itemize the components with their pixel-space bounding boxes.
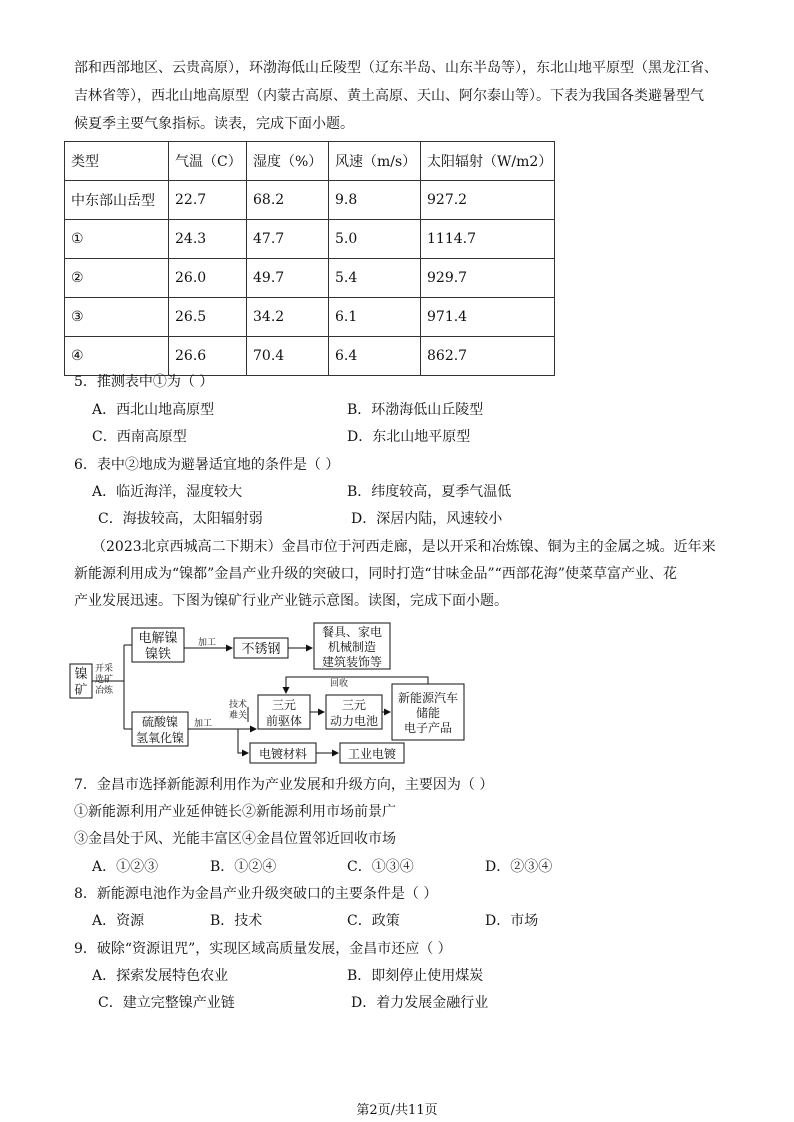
table-row	[65, 181, 555, 220]
process2-label: 加工	[194, 719, 213, 729]
q5-option-c[interactable]: C．西南高原型	[92, 429, 187, 445]
mining-label: 选矿	[95, 675, 114, 685]
table-header: 湿度（%）	[247, 142, 329, 181]
table-cell: 971.4	[421, 298, 555, 337]
table-row	[65, 220, 555, 259]
stainless-label: 不锈钢	[241, 642, 281, 657]
table-cell: 34.2	[247, 298, 329, 337]
sulfate-label: 氢氧化镍	[135, 731, 185, 745]
q9-option-d[interactable]: D．着力发展金融行业	[351, 995, 489, 1011]
table-cell: 26.5	[169, 298, 247, 337]
passage-line-2: 新能源利用成为“镍都”金昌产业升级的突破口，同时打造“甘味金品”“西部花海”使菜草富产业、花	[74, 566, 677, 582]
q7-option-a[interactable]: A．①②③	[92, 859, 159, 875]
q8-option-a[interactable]: A．资源	[92, 913, 145, 929]
ore-label: 镍	[74, 667, 88, 682]
table-cell: ③	[65, 298, 169, 337]
table-header: 风速（m/s）	[329, 142, 421, 181]
precursor-label: 前驱体	[265, 714, 303, 728]
table-cell: 6.1	[329, 298, 421, 337]
table-cell: 26.6	[169, 337, 247, 376]
newenergy-label: 储能	[415, 706, 441, 720]
table-cell: ④	[65, 337, 169, 376]
battery-label: 动力电池	[329, 714, 379, 728]
products1-label: 餐具、家电	[321, 625, 383, 639]
table-cell: 24.3	[169, 220, 247, 259]
table-row	[65, 298, 555, 337]
table-cell: 1114.7	[421, 220, 555, 259]
plating-label: 电镀材料	[258, 747, 308, 761]
climate-table	[64, 141, 555, 376]
electrolytic-label: 镍铁	[144, 647, 172, 662]
q9-option-c[interactable]: C．建立完整镍产业链	[98, 995, 235, 1011]
page-number: 第2页/共11页	[356, 1103, 438, 1118]
passage-line-1: （2023北京西城高二下期末）金昌市位于河西走廊，是以开采和冶炼镍、铜为主的金属之城。近年来	[92, 539, 716, 555]
q5-option-d[interactable]: D．东北山地平原型	[347, 429, 471, 445]
q8-option-d[interactable]: D．市场	[485, 913, 539, 929]
recycle-label: 回收	[330, 679, 349, 689]
table-cell: 9.8	[329, 181, 421, 220]
intro-line-2: 吉林省等），西北山地高原型（内蒙古高原、黄土高原、天山、阿尔泰山等）。下表为我国各类避暑型气	[74, 88, 704, 104]
table-cell: 49.7	[247, 259, 329, 298]
table-header: 类型	[65, 142, 169, 181]
table-cell: 6.4	[329, 337, 421, 376]
table-header: 太阳辐射（W/m2）	[421, 142, 555, 181]
table-header-row	[65, 142, 555, 181]
intro-line-1: 部和西部地区、云贵高原），环渤海低山丘陵型（辽东半岛、山东半岛等），东北山地平原型（黑龙江省、	[74, 60, 718, 76]
table-cell: 862.7	[421, 337, 555, 376]
table-cell: ①	[65, 220, 169, 259]
tech-label: 难关	[229, 711, 248, 721]
process1-label: 加工	[198, 638, 217, 648]
electrolytic-label: 电解镍	[138, 631, 178, 646]
q6-stem: 6．表中②地成为避暑适宜地的条件是（ ）	[74, 457, 340, 473]
q7-option-d[interactable]: D．②③④	[485, 859, 553, 875]
battery-label: 三元	[341, 698, 367, 712]
table-cell: 5.0	[329, 220, 421, 259]
mining-label: 冶炼	[95, 686, 114, 696]
q8-stem: 8．新能源电池作为金昌产业升级突破口的主要条件是（ ）	[74, 886, 438, 902]
q6-option-b[interactable]: B．纬度较高，夏季气温低	[347, 484, 512, 500]
table-cell: ②	[65, 259, 169, 298]
q6-option-a[interactable]: A．临近海洋，湿度较大	[92, 484, 243, 500]
table-cell: 929.7	[421, 259, 555, 298]
table-cell: 中东部山岳型	[65, 181, 169, 220]
q5-option-b[interactable]: B．环渤海低山丘陵型	[347, 402, 484, 418]
table-cell: 5.4	[329, 259, 421, 298]
sulfate-label: 硫酸镍	[141, 715, 179, 729]
products1-label: 建筑装饰等	[321, 655, 383, 669]
q7-option-c[interactable]: C．①③④	[347, 859, 414, 875]
nickel-industry-chain-diagram	[64, 622, 474, 770]
newenergy-label: 新能源汽车	[397, 691, 459, 705]
q6-option-c[interactable]: C．海拔较高，太阳辐射弱	[98, 511, 263, 527]
q9-stem: 9．破除“资源诅咒”，实现区域高质量发展，金昌市还应（ ）	[74, 941, 452, 957]
table-cell: 68.2	[247, 181, 329, 220]
q8-option-c[interactable]: C．政策	[347, 913, 400, 929]
q6-option-d[interactable]: D．深居内陆，风速较小	[351, 511, 503, 527]
precursor-label: 三元	[271, 698, 297, 712]
q5-option-a[interactable]: A．西北山地高原型	[92, 402, 215, 418]
intro-line-3: 候夏季主要气象指标。读表，完成下面小题。	[74, 116, 354, 132]
table-cell: 927.2	[421, 181, 555, 220]
tech-label: 技术	[229, 700, 248, 710]
q7-statement-2: ③金昌处于风、光能丰富区④金昌位置邻近回收市场	[74, 831, 396, 847]
table-row	[65, 337, 555, 376]
q9-option-b[interactable]: B．即刻停止使用煤炭	[347, 968, 484, 984]
table-cell: 70.4	[247, 337, 329, 376]
industrial-label: 工业电镀	[347, 747, 397, 761]
ore-label: 矿	[74, 683, 88, 698]
q8-option-b[interactable]: B．技术	[210, 913, 263, 929]
newenergy-label: 电子产品	[403, 721, 453, 735]
q5-stem: 5．推测表中①为（ ）	[74, 374, 214, 390]
q7-stem: 7．金昌市选择新能源利用作为产业发展和升级方向，主要因为（ ）	[74, 777, 494, 793]
table-cell: 47.7	[247, 220, 329, 259]
passage-line-3: 产业发展迅速。下图为镍矿行业产业链示意图。读图，完成下面小题。	[74, 593, 508, 609]
q7-option-b[interactable]: B．①②④	[210, 859, 277, 875]
table-cell: 22.7	[169, 181, 247, 220]
table-header: 气温（C）	[169, 142, 247, 181]
table-row	[65, 259, 555, 298]
products1-label: 机械制造	[327, 640, 377, 654]
table-cell: 26.0	[169, 259, 247, 298]
mining-label: 开采	[95, 664, 114, 674]
q9-option-a[interactable]: A．探索发展特色农业	[92, 968, 229, 984]
q7-statement-1: ①新能源利用产业延伸链长②新能源利用市场前景广	[74, 804, 396, 820]
